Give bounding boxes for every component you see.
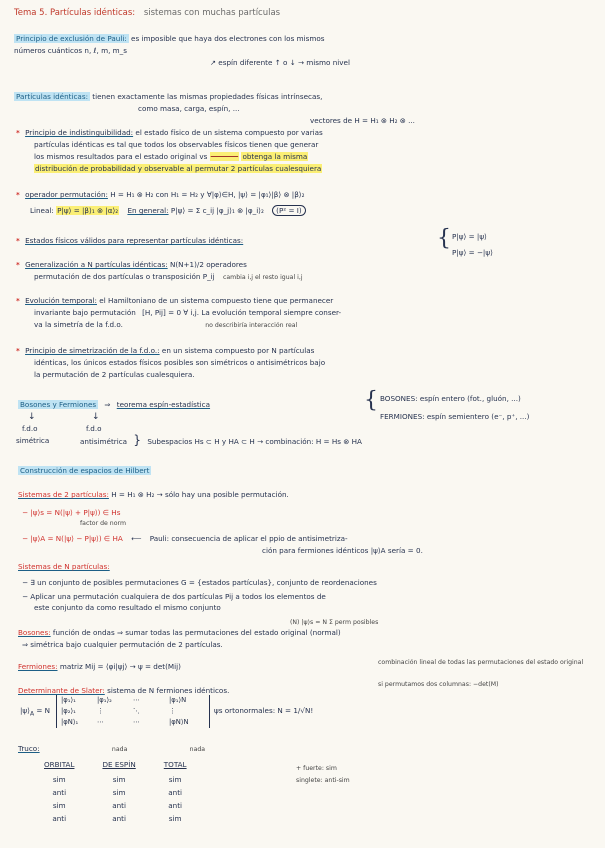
bf-teorema: teorema espín-estadística bbox=[116, 400, 211, 409]
bf-anti-fdo-text: f.d.o bbox=[86, 424, 102, 433]
asterisk-icon: * bbox=[16, 296, 20, 305]
indist-text-2: partículas idénticas es tal que todos los observables físicos tienen que generar bbox=[34, 140, 319, 149]
sim-label: Principio de simetrización de la f.d.o.: bbox=[25, 346, 160, 355]
sim-line-2 bbox=[34, 358, 325, 367]
evol-text-3b: no describiría interacción real bbox=[205, 322, 298, 329]
evol-text: el Hamiltoniano de un sistema compuesto tiene que permanecer bbox=[99, 296, 334, 305]
indist-text-3: los mismos resultados para el estado original vs bbox=[34, 152, 208, 161]
truco-header: DE ESPÍN bbox=[102, 760, 136, 769]
perm-p2: (P² = I) bbox=[272, 205, 306, 216]
n-bosones-label: Bosones: bbox=[18, 628, 51, 637]
evol-line bbox=[16, 296, 333, 305]
n-slater-norm bbox=[214, 706, 313, 715]
evol-text-2: invariante bajo permutación bbox=[34, 308, 136, 317]
n-item2-text: − Aplicar una permutación cualquiera de dos partículas Pij a todos los elementos de bbox=[22, 592, 326, 601]
n-bosones-note-text: (N) |ψ⟩s = N Σ perm posibles bbox=[290, 619, 379, 626]
bf-bosones bbox=[380, 394, 521, 403]
perm-lineal-label: Lineal: bbox=[30, 206, 54, 215]
sim-text-2: idénticas, los únicos estados físicos posibles son simétricos o antisimétricos bajo bbox=[34, 358, 326, 367]
perm-general: P|ψ⟩ = Σ c_ij |φ_j⟩₁ ⊗ |φ_i⟩₂ bbox=[170, 206, 264, 215]
indist-text-3b: obtenga la misma bbox=[242, 152, 308, 161]
truco-note-2-text: singlete: anti-sim bbox=[296, 777, 350, 784]
bf-subespacios: Subespacios Hs ⊂ H y HA ⊂ H → combinación: H = Hs ⊗ HA bbox=[147, 437, 362, 446]
n-fermiones-note1-text: combinación lineal de todas las permutaciones del estado original bbox=[378, 659, 584, 666]
constr-dos-label: Sistemas de 2 partículas: bbox=[18, 490, 109, 499]
arrow-left-icon: ⟵ bbox=[131, 534, 142, 543]
pauli-line-3 bbox=[210, 58, 350, 67]
gen-text-3: cambia i,j el resto igual i,j bbox=[222, 274, 303, 281]
pauli-text-3: ↗ espín diferente ↑ o ↓ → mismo nivel bbox=[210, 58, 350, 67]
bf-sym-fdo-text: f.d.o bbox=[22, 424, 38, 433]
identicas-vectores bbox=[310, 116, 415, 125]
table-row bbox=[30, 773, 201, 786]
evol-text-3: va la simetría de la f.d.o. bbox=[34, 320, 123, 329]
slater-lhs: $|\psi⟩_A = N$ bbox=[20, 706, 51, 718]
indist-line bbox=[16, 128, 323, 137]
table-cell: anti bbox=[52, 788, 67, 797]
brace-icon: { bbox=[364, 388, 378, 413]
title-text: Tema 5. Partículas idénticas: bbox=[14, 8, 136, 18]
constr-a bbox=[22, 534, 348, 543]
table-cell: anti bbox=[168, 788, 183, 797]
constr-pauli-note: Pauli: consecuencia de aplicar el ppio de antisimetriza- bbox=[149, 534, 348, 543]
evol-text-2b: [H, Pij] = 0 ∀ i,j. La evolución temporal siempre conser- bbox=[142, 308, 342, 317]
n-bosones-text: función de ondas ⇒ sumar todas las permutaciones del estado original (normal) bbox=[52, 628, 341, 637]
n-bosones-2-text: ⇒ simétrica bajo cualquier permutación de 2 partículas. bbox=[22, 640, 223, 649]
validos-anti-text: P|ψ⟩ = −|ψ⟩ bbox=[452, 248, 493, 257]
constr-line bbox=[18, 466, 151, 475]
n-label: Sistemas de N partículas: bbox=[18, 562, 110, 571]
table-row bbox=[30, 799, 201, 812]
asterisk-icon: * bbox=[16, 190, 20, 199]
constr-s-note-text: factor de norm bbox=[80, 520, 126, 527]
n-item1 bbox=[22, 578, 377, 587]
gen-line bbox=[16, 260, 247, 269]
pauli-label: Principio de exclusión de Pauli: bbox=[16, 34, 127, 43]
constr-s-note bbox=[80, 519, 126, 528]
constr-s bbox=[22, 508, 120, 517]
bf-fermiones bbox=[380, 412, 529, 421]
table-cell: sim bbox=[52, 775, 66, 784]
n-item2 bbox=[22, 592, 326, 601]
bf-anti-fdo bbox=[86, 424, 102, 433]
asterisk-icon: * bbox=[16, 236, 20, 245]
gen-line-2 bbox=[34, 272, 303, 282]
truco-header: ORBITAL bbox=[44, 760, 75, 769]
indist-line-4 bbox=[34, 164, 322, 173]
perm-lineal-line bbox=[30, 206, 306, 215]
table-cell: sim bbox=[52, 801, 66, 810]
constr-dos bbox=[18, 490, 289, 499]
table-cell: anti bbox=[52, 814, 67, 823]
n-fermiones-label: Fermiones: bbox=[18, 662, 58, 671]
truco-line bbox=[18, 744, 205, 754]
sim-text: en un sistema compuesto por N partículas bbox=[161, 346, 315, 355]
pauli-line-2 bbox=[14, 46, 127, 55]
bf-line bbox=[18, 400, 210, 409]
perm-label: operador permutación: bbox=[25, 190, 108, 199]
indist-strike bbox=[210, 152, 239, 161]
n-slater-label: Determinante de Slater: bbox=[18, 686, 105, 695]
indist-line-3 bbox=[34, 152, 308, 161]
constr-a-eq: − |ψ⟩A = N(|ψ⟩ − P|ψ⟩) ∈ HA bbox=[22, 534, 123, 543]
constr-s-eq: − |ψ⟩s = N(|ψ⟩ + P|ψ⟩) ∈ Hs bbox=[22, 508, 121, 517]
page-title bbox=[14, 8, 280, 18]
n-item2b-text: este conjunto da como resultado el mismo conjunto bbox=[34, 603, 221, 612]
arrow-down-icon: ↓ bbox=[28, 412, 36, 422]
constr-label: Construcción de espacios de Hilbert bbox=[20, 466, 150, 475]
n-fermiones bbox=[18, 662, 181, 671]
pauli-line bbox=[14, 34, 325, 43]
bf-label: Bosones y Fermiones bbox=[20, 400, 97, 409]
identicas-line-2 bbox=[138, 104, 240, 113]
identicas-text-2: como masa, carga, espín, ... bbox=[138, 104, 240, 113]
table-cell: sim bbox=[112, 775, 126, 784]
n-bosones-note bbox=[290, 618, 378, 627]
pauli-text: es imposible que haya dos electrones con los mismos bbox=[131, 34, 325, 43]
table-cell: anti bbox=[112, 814, 126, 823]
gen-text: N(N+1)/2 operadores bbox=[169, 260, 247, 269]
sim-line bbox=[16, 346, 314, 355]
identicas-text: tienen exactamente las mismas propiedades físicas intrínsecas, bbox=[92, 92, 323, 101]
n-fermiones-text: matriz Mij = ⟨φi|ψj⟩ → ψ = det(Mij) bbox=[59, 662, 181, 671]
perm-text: H = H₁ ⊗ H₂ con H₁ = H₂ y ∀|φ⟩∈H, |ψ⟩ = |φ₁⟩|β⟩ ⊗ |β⟩₂ bbox=[110, 190, 305, 199]
truco-note-2 bbox=[296, 776, 350, 785]
constr-pauli-note-2-text: ción para fermiones idénticos |ψ⟩A sería = 0. bbox=[262, 546, 423, 555]
n-fermiones-note2 bbox=[378, 680, 499, 689]
validos-sym bbox=[452, 232, 487, 241]
bf-sym-fdo bbox=[22, 424, 38, 433]
truco-label: Truco: bbox=[18, 744, 40, 753]
constr-pauli-note-2 bbox=[262, 546, 423, 555]
n-bosones-2 bbox=[22, 640, 223, 649]
arrow-right-icon: ⇒ bbox=[104, 400, 111, 409]
perm-lineal: P|ψ⟩ = |β⟩₁ ⊗ |α⟩₂ bbox=[57, 206, 119, 215]
n-bosones bbox=[18, 628, 341, 637]
n-fermiones-note1 bbox=[378, 658, 583, 667]
bf-sym bbox=[16, 436, 49, 445]
slater-matrix: |φ₁⟩₁ |φ₁⟩₂ ⋯ |φ₁⟩N |φ₂⟩₁ ⋮ ⋱ ⋮ |φN⟩₁ ⋯ ⋯ |φN⟩N bbox=[56, 695, 210, 728]
truco-header: TOTAL bbox=[163, 760, 187, 769]
table-cell: anti bbox=[112, 801, 126, 810]
evol-label: Evolución temporal: bbox=[25, 296, 97, 305]
validos-sym-text: P|ψ⟩ = |ψ⟩ bbox=[452, 232, 487, 241]
truco-nada-1: nada bbox=[111, 746, 128, 753]
indist-text: el estado físico de un sistema compuesto por varias bbox=[135, 128, 323, 137]
truco-note-1 bbox=[296, 764, 337, 773]
n-label-line bbox=[18, 562, 110, 571]
validos-line bbox=[16, 236, 243, 245]
constr-dos-text: H = H₁ ⊗ H₂ → sólo hay una posible permutación. bbox=[111, 490, 289, 499]
pauli-text-2: números cuánticos n, ℓ, m, m_s bbox=[14, 46, 127, 55]
gen-text-2: permutación de dos partículas o transposición P_ij bbox=[34, 272, 215, 281]
bf-sym-text: simétrica bbox=[16, 436, 50, 445]
bf-fermiones-text: FERMIONES: espín semientero (e⁻, p⁺, ...) bbox=[380, 412, 530, 421]
truco-note-1-text: + fuerte: sim bbox=[296, 765, 337, 772]
validos-anti bbox=[452, 248, 493, 257]
identicas-vectores-text: vectores de H = H₁ ⊗ H₂ ⊗ ... bbox=[310, 116, 415, 125]
indist-line-2 bbox=[34, 140, 318, 149]
asterisk-icon: * bbox=[16, 260, 20, 269]
arrow-down-icon: ↓ bbox=[92, 412, 100, 422]
sim-line-3 bbox=[34, 370, 195, 379]
n-item2b bbox=[34, 603, 221, 612]
perm-line bbox=[16, 190, 304, 199]
n-fermiones-note2-text: si permutamos dos columnas: −det(M) bbox=[378, 681, 499, 688]
evol-line-3 bbox=[34, 320, 297, 330]
table-row bbox=[30, 786, 201, 799]
perm-general-label: En general: bbox=[127, 206, 169, 215]
indist-text-4: distribución de probabilidad y observable al permutar 2 partículas cualesquiera bbox=[35, 164, 322, 173]
table-row bbox=[30, 812, 201, 825]
validos-label: Estados físicos válidos para representar partículas idénticas: bbox=[25, 236, 244, 245]
evol-line-2 bbox=[34, 308, 341, 317]
table-cell: sim bbox=[168, 775, 182, 784]
n-slater-text: sistema de N fermiones idénticos. bbox=[107, 686, 230, 695]
sim-text-3: la permutación de 2 partículas cualesquiera. bbox=[34, 370, 195, 379]
bf-anti bbox=[80, 433, 362, 447]
n-item1-text: − ∃ un conjunto de posibles permutaciones G = {estados partículas}, conjunto de reordenaciones bbox=[22, 578, 377, 587]
gen-label: Generalización a N partículas idénticas: bbox=[25, 260, 168, 269]
bf-bosones-text: BOSONES: espín entero (fot., gluón, ...) bbox=[380, 394, 521, 403]
brace-icon: { bbox=[437, 226, 451, 251]
identicas-label: Partículas idénticas: bbox=[16, 92, 88, 101]
truco-table bbox=[30, 758, 201, 825]
n-slater-norm-text: ψs ortonormales: N = 1/√N! bbox=[214, 706, 314, 715]
asterisk-icon: * bbox=[16, 128, 20, 137]
indist-label: Principio de indistinguibilidad: bbox=[25, 128, 134, 137]
table-cell: anti bbox=[168, 801, 183, 810]
title-subtitle: sistemas con muchas partículas bbox=[143, 8, 281, 18]
table-cell: sim bbox=[168, 814, 182, 823]
bf-anti-text: antisimétrica bbox=[80, 437, 128, 446]
asterisk-icon: * bbox=[16, 346, 20, 355]
brace-close-icon: } bbox=[133, 433, 142, 447]
table-cell: sim bbox=[112, 788, 126, 797]
n-slater bbox=[18, 686, 229, 695]
identicas-line bbox=[14, 92, 322, 101]
truco-nada-2: nada bbox=[189, 746, 206, 753]
